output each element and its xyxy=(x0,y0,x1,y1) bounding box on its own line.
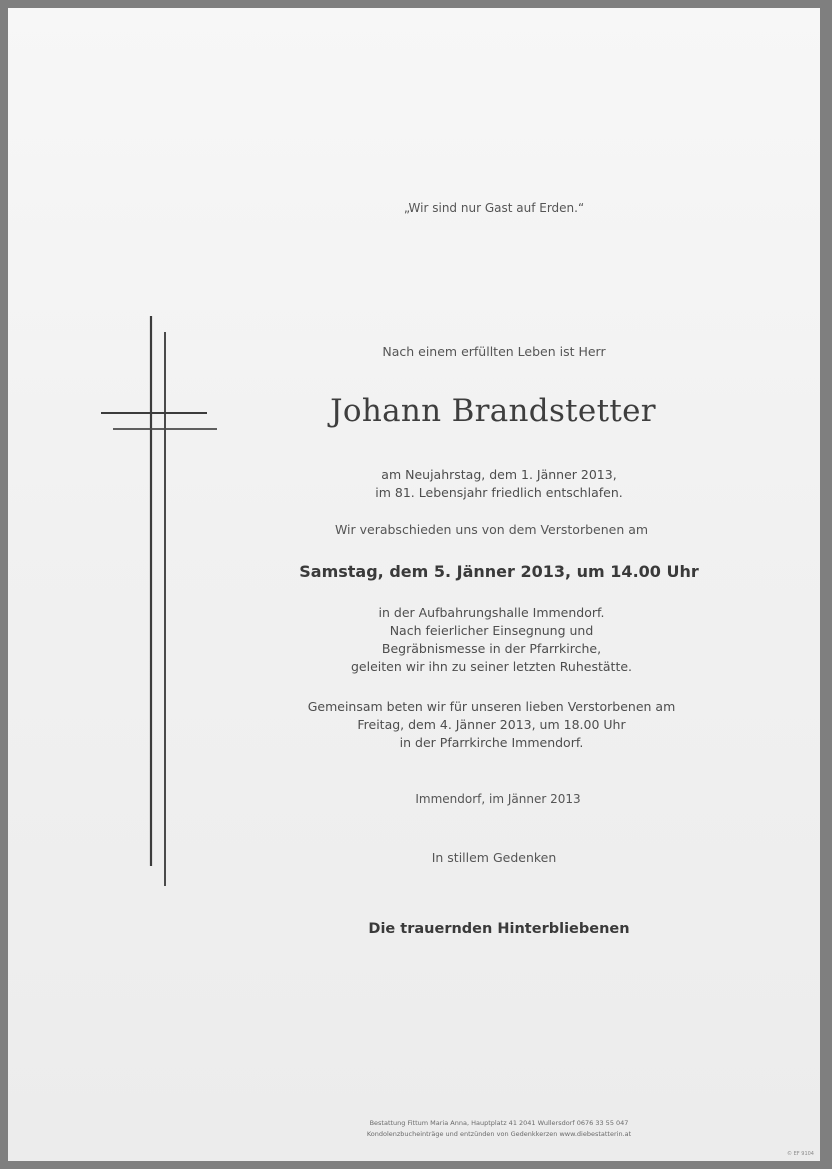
footer-address: Bestattung Fittum Maria Anna, Hauptplatz 41 2041 Wullersdorf 0676 33 55 047 xyxy=(369,1119,629,1127)
mourners-signature: Die trauernden Hinterbliebenen xyxy=(368,921,630,937)
death-line: im 81. Lebensjahr friedlich entschlafen. xyxy=(375,485,623,500)
farewell-intro: Wir verabschieden uns von dem Verstorbenen am xyxy=(334,522,649,537)
prayer-line: Gemeinsam beten wir für unseren lieben Verstorbenen am xyxy=(307,699,676,714)
service-detail-line: in der Aufbahrungshalle Immendorf. xyxy=(378,605,605,620)
service-detail-line: geleiten wir ihn zu seiner letzten Ruhestätte. xyxy=(350,659,633,674)
copyright-mark: © EF 9104 xyxy=(787,1151,814,1157)
service-detail-line: Begräbnismesse in der Pfarrkirche, xyxy=(381,641,602,656)
death-line: am Neujahrstag, dem 1. Jänner 2013, xyxy=(381,467,617,482)
service-details xyxy=(8,604,820,676)
service-detail-line: Nach feierlicher Einsegnung und xyxy=(389,623,594,638)
undertaker-footer xyxy=(8,1118,820,1140)
service-date: Samstag, dem 5. Jänner 2013, um 14.00 Uhr xyxy=(299,562,699,581)
intro-line: Nach einem erfüllten Leben ist Herr xyxy=(382,344,606,359)
motto: „Wir sind nur Gast auf Erden.“ xyxy=(403,201,585,215)
footer-website: Kondolenzbucheinträge und entzünden von Gedenkkerzen www.diebestatterin.at xyxy=(366,1130,632,1138)
prayer-notice xyxy=(8,698,820,752)
place-date: Immendorf, im Jänner 2013 xyxy=(415,792,581,806)
prayer-line: Freitag, dem 4. Jänner 2013, um 18.00 Uhr xyxy=(357,717,626,732)
obituary-page xyxy=(8,8,820,1161)
death-notice xyxy=(8,466,820,502)
prayer-line: in der Pfarrkirche Immendorf. xyxy=(399,735,584,750)
remembrance-line: In stillem Gedenken xyxy=(431,850,557,865)
deceased-name: Johann Brandstetter xyxy=(330,393,656,429)
